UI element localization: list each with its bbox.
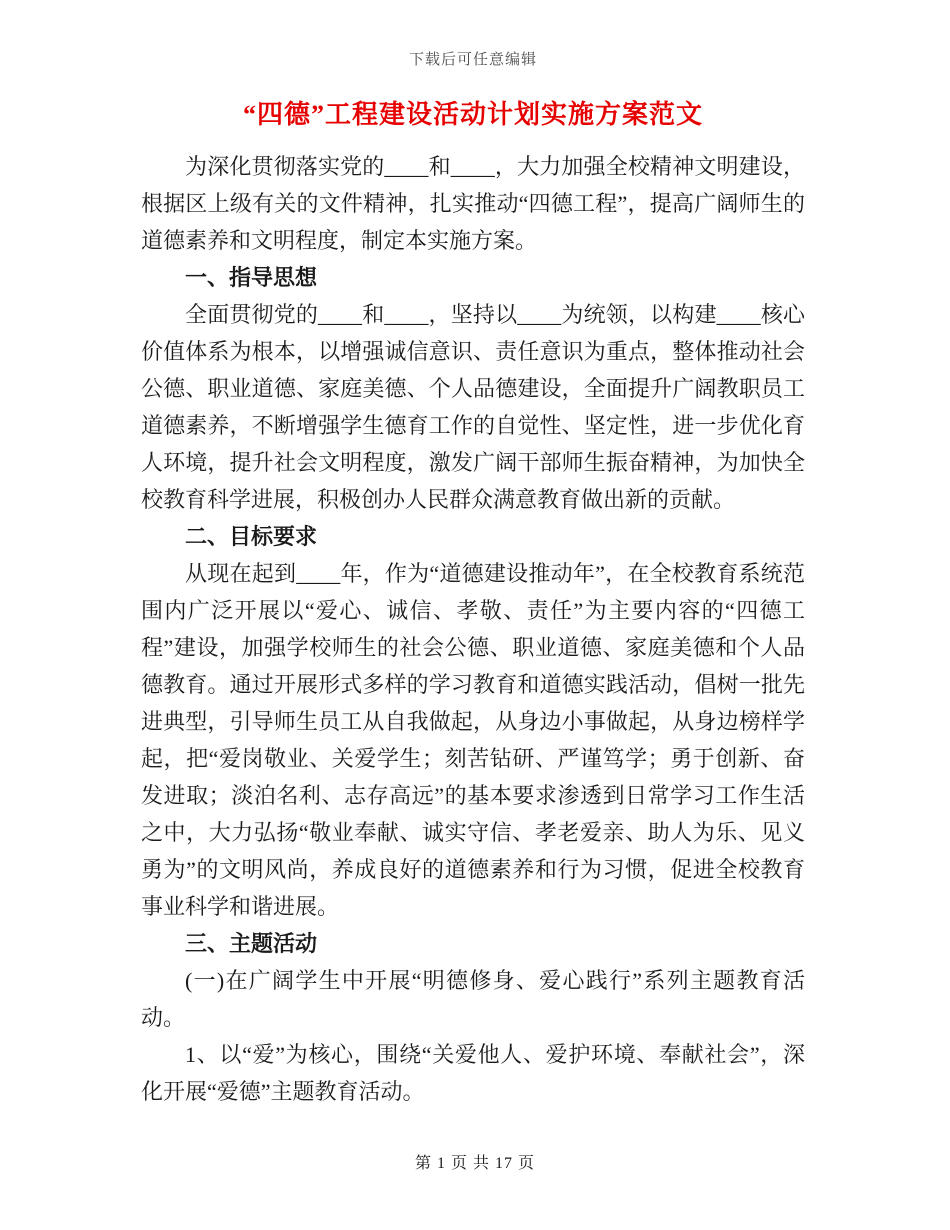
heading-guiding-ideology: 一、指导思想 xyxy=(185,265,318,290)
heading-theme-activities: 三、主题活动 xyxy=(185,931,318,956)
document-body xyxy=(141,148,805,1110)
paragraph-activity-series: (一)在广阔学生中开展“明德修身、爱心践行”系列主题教育活动。 xyxy=(141,968,805,1030)
document-title: “四德”工程建设活动计划实施方案范文 xyxy=(242,100,703,129)
paragraph-guiding-ideology: 全面贯彻党的____和____，坚持以____为统领，以构建____核心价值体系为根本，以增强诚信意识、责任意识为重点，整体推动社会公德、职业道德、家庭美德、个人品德建设，全面提升广阔教职员工道德素养，不断增强学生德育工作的自觉性、坚定性，进一步优化育人环境，提升社会文明程度，激发广阔干部师生振奋精神，为加快全校教育科学进展，积极创办人民群众满意教育做出新的贡献。 xyxy=(141,302,805,512)
heading-goal-requirements: 二、目标要求 xyxy=(185,524,318,549)
paragraph-goal-requirements: 从现在起到____年，作为“道德建设推动年”，在全校教育系统范围内广泛开展以“爱心、诚信、孝敬、责任”为主要内容的“四德工程”建设，加强学校师生的社会公德、职业道德、家庭美德和个人品德教育。通过开展形式多样的学习教育和道德实践活动，倡树一批先进典型，引导师生员工从自我做起，从身边小事做起，从身边榜样学起，把“爱岗敬业、关爱学生；刻苦钻研、严谨笃学；勇于创新、奋发进取；淡泊名利、志存高远”的基本要求渗透到日常学习工作生活之中，大力弘扬“敬业奉献、诚实守信、孝老爱亲、助人为乐、见义勇为”的文明风尚，养成良好的道德素养和行为习惯，促进全校教育事业科学和谐进展。 xyxy=(141,561,805,919)
paragraph-intro: 为深化贯彻落实党的____和____，大力加强全校精神文明建设，根据区上级有关的文件精神，扎实推动“四德工程”，提高广阔师生的道德素养和文明程度，制定本实施方案。 xyxy=(141,154,805,253)
page-number-footer: 第 1 页 共 17 页 xyxy=(414,1155,535,1172)
header-edit-note: 下载后可任意编辑 xyxy=(408,52,537,68)
paragraph-love-theme-activity: 1、以“爱”为核心，围绕“关爱他人、爱护环境、奉献社会”，深化开展“爱德”主题教育活动。 xyxy=(141,1042,805,1104)
